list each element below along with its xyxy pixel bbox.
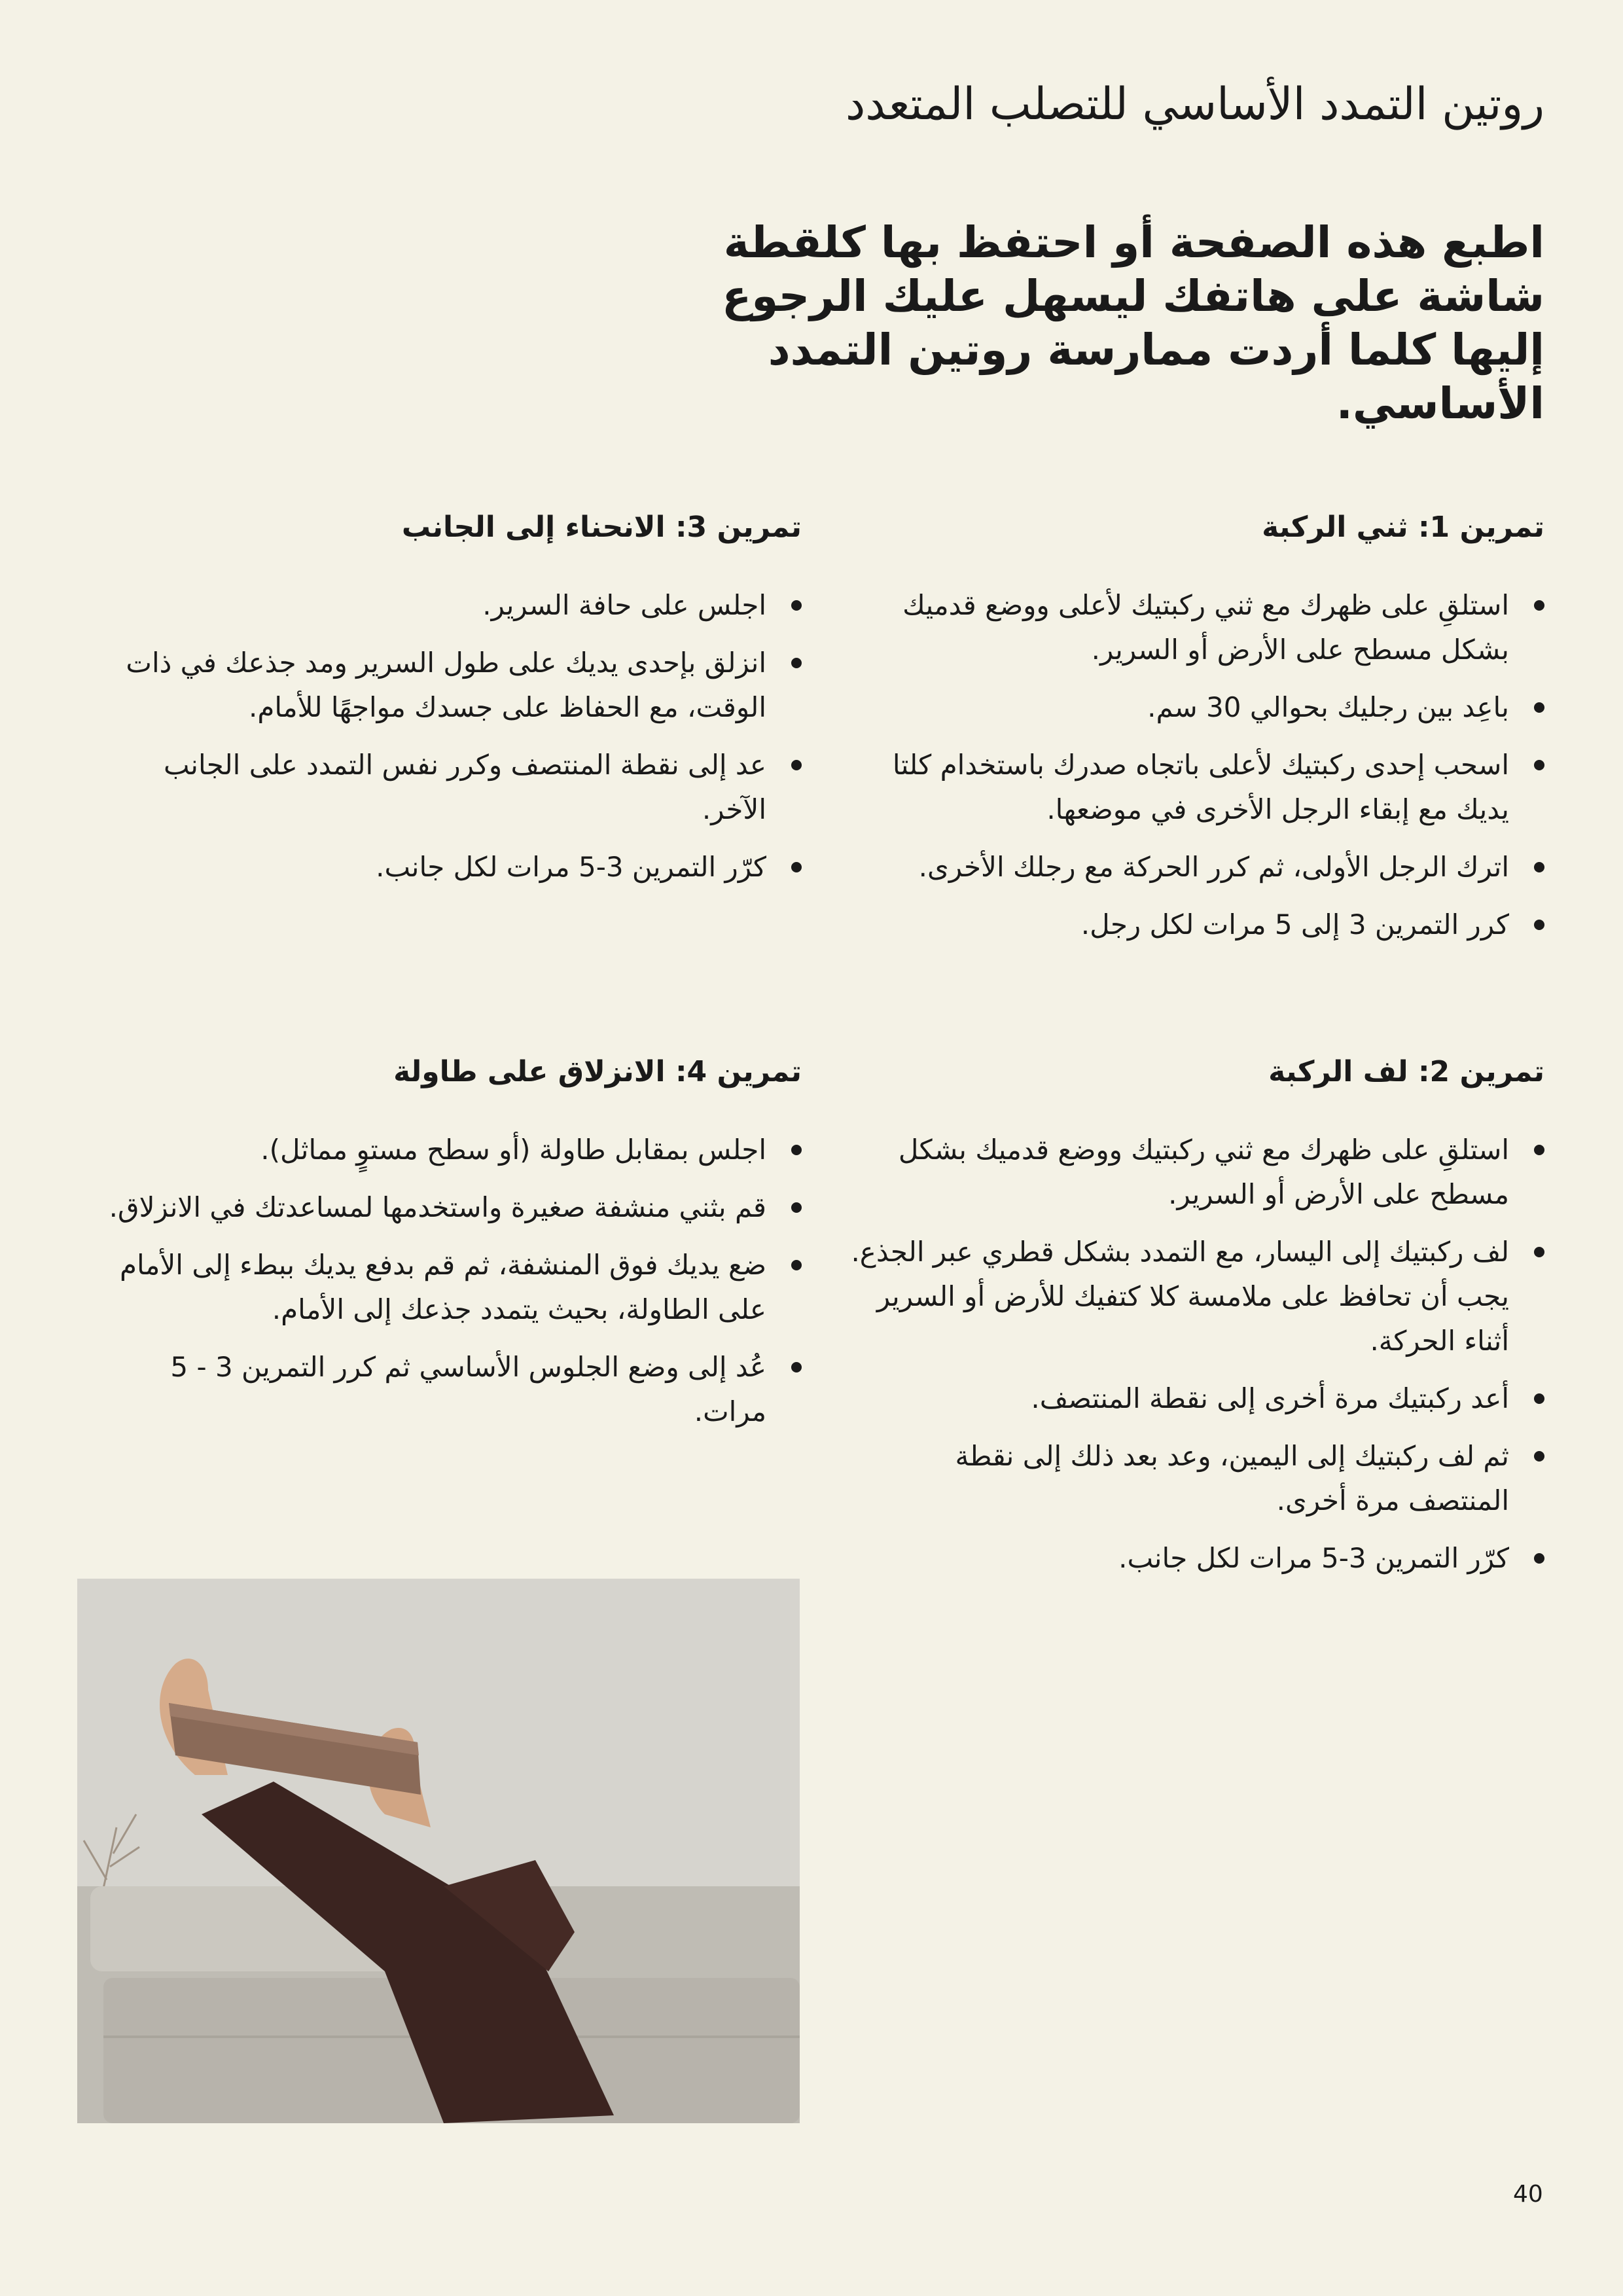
exercise-steps <box>108 583 802 889</box>
step-item: كرّر التمرين 3-5 مرات لكل جانب. <box>851 1536 1544 1581</box>
step-item: عد إلى نقطة المنتصف وكرر نفس التمدد على الجانب الآخر. <box>108 743 802 832</box>
exercise-title: تمرين 3: الانحناء إلى الجانب <box>401 511 802 544</box>
exercise-3 <box>108 511 802 903</box>
step-item: كرّر التمرين 3-5 مرات لكل جانب. <box>108 845 802 889</box>
step-item: ثم لف ركبتيك إلى اليمين، وعد بعد ذلك إلى نقطة المنتصف مرة أخرى. <box>851 1434 1544 1523</box>
step-item: اجلس على حافة السرير. <box>108 583 802 628</box>
step-item: انزلق بإحدى يديك على طول السرير ومد جذعك في ذات الوقت، مع الحفاظ على جسدك مواجهًا للأمام. <box>108 641 802 730</box>
step-item: استلقِ على ظهرك مع ثني ركبتيك لأعلى ووضع قدميك بشكل مسطح على الأرض أو السرير. <box>851 583 1544 672</box>
exercise-steps <box>851 1128 1544 1581</box>
page-title: روتين التمدد الأساسي للتصلب المتعدد <box>845 79 1544 130</box>
exercise-steps <box>851 583 1544 947</box>
intro-text: اطبع هذه الصفحة أو احتفظ بها كلقطة شاشة على هاتفك ليسهل عليك الرجوع إليها كلما أردت ممارسة روتين التمدد الأساسي. <box>722 217 1544 429</box>
exercise-4 <box>108 1055 802 1447</box>
step-item: عُد إلى وضع الجلوس الأساسي ثم كرر التمرين 3 - 5 مرات. <box>108 1345 802 1434</box>
step-item: لف ركبتيك إلى اليسار، مع التمدد بشكل قطري عبر الجذع. يجب أن تحافظ على ملامسة كلا كتفيك للأرض أو السرير أثناء الحركة. <box>851 1230 1544 1363</box>
exercise-steps <box>108 1128 802 1434</box>
stretch-band-photo <box>77 1579 800 2123</box>
step-item: استلقِ على ظهرك مع ثني ركبتيك ووضع قدميك بشكل مسطح على الأرض أو السرير. <box>851 1128 1544 1217</box>
page-number: 40 <box>1513 2181 1543 2208</box>
exercise-title: تمرين 1: ثني الركبة <box>1262 511 1544 544</box>
step-item: باعِد بين رجليك بحوالي 30 سم. <box>851 685 1544 730</box>
exercise-title: تمرين 4: الانزلاق على طاولة <box>393 1055 802 1088</box>
exercise-2 <box>851 1055 1544 1594</box>
exercise-1 <box>851 511 1544 960</box>
step-item: اجلس بمقابل طاولة (أو سطح مستوٍ مماثل). <box>108 1128 802 1172</box>
step-item: اترك الرجل الأولى، ثم كرر الحركة مع رجلك الأخرى. <box>851 845 1544 889</box>
exercise-title: تمرين 2: لف الركبة <box>1268 1055 1544 1088</box>
step-item: اسحب إحدى ركبتيك لأعلى باتجاه صدرك باستخدام كلتا يديك مع إبقاء الرجل الأخرى في موضعها. <box>851 743 1544 832</box>
step-item: قم بثني منشفة صغيرة واستخدمها لمساعدتك في الانزلاق. <box>108 1185 802 1230</box>
step-item: كرر التمرين 3 إلى 5 مرات لكل رجل. <box>851 903 1544 947</box>
step-item: ضع يديك فوق المنشفة، ثم قم بدفع يديك ببطء إلى الأمام على الطاولة، بحيث يتمدد جذعك إلى الأمام. <box>108 1243 802 1332</box>
step-item: أعد ركبتيك مرة أخرى إلى نقطة المنتصف. <box>851 1376 1544 1421</box>
